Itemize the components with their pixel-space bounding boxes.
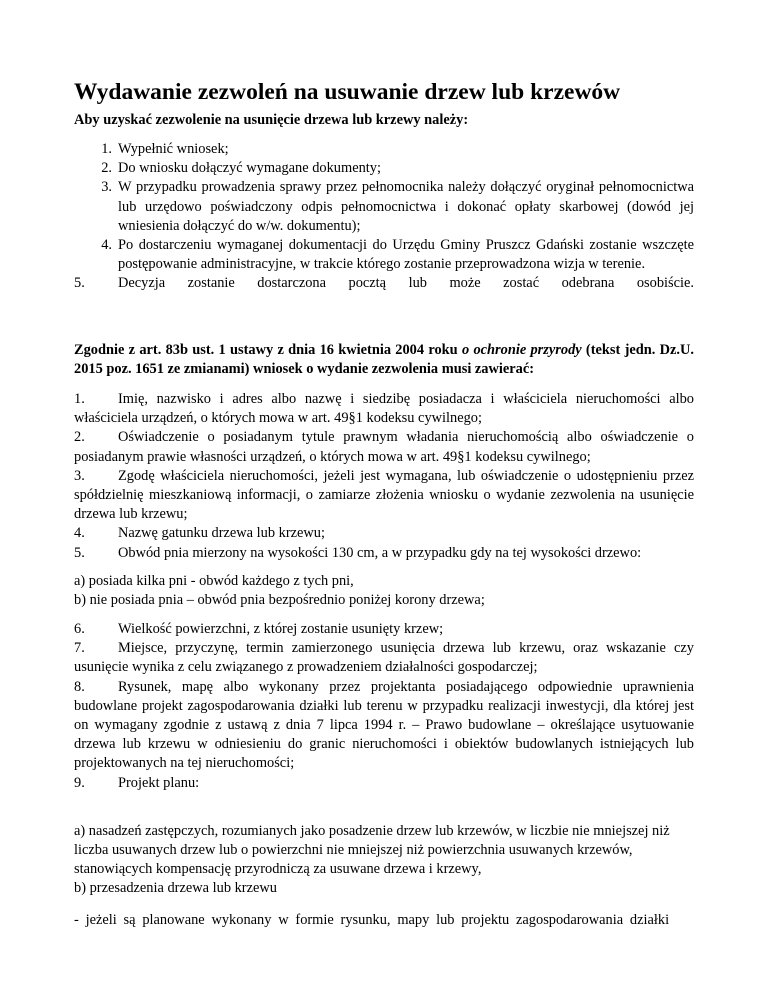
legal-text-pre: Zgodnie z art. 83b ust. 1 ustawy z dnia 16 kwietnia 2004 roku bbox=[74, 342, 462, 358]
step-text: Wypełnić wniosek; bbox=[118, 141, 229, 157]
requirement-item bbox=[74, 620, 694, 639]
requirement-item bbox=[74, 544, 694, 563]
requirement-text: Projekt planu: bbox=[118, 774, 200, 791]
step-item bbox=[74, 159, 694, 178]
trunk-option: b) nie posiada pnia – obwód pnia bezpośrednio poniżej korony drzewa; bbox=[74, 592, 485, 609]
requirement-number: 4. bbox=[74, 525, 85, 542]
requirement-text: Imię, nazwisko i adres albo nazwę i siedzibę posiadacza i właściciela nieruchomości albo właściciela urządzeń, o których mowa w art. 49§1 kodeksu cywilnego; bbox=[74, 391, 694, 427]
requirement-number: 7. bbox=[74, 640, 85, 657]
requirement-text: Zgodę właściciela nieruchomości, jeżeli jest wymagana, lub oświadczenie o udostępnieniu przez spółdzielnię mieszkaniową informacji, o zamiarze złożenia wniosku o wydanie zezwolenia na usunięcie drzewa lub krzewu; bbox=[74, 467, 694, 523]
requirement-number: 1. bbox=[74, 391, 85, 407]
step-item bbox=[74, 274, 694, 293]
requirement-number: 8. bbox=[74, 678, 85, 695]
intro-heading: Aby uzyskać zezwolenie na usunięcie drzewa lub krzewy należy: bbox=[74, 112, 469, 128]
requirement-text: Oświadczenie o posiadanym tytule prawnym władania nieruchomością albo oświadczenie o posiadanym prawie własności urządzeń, o których mowa w art. 49§1 kodeksu cywilnego; bbox=[74, 429, 694, 465]
requirement-text: Rysunek, mapę albo wykonany przez projektanta posiadającego odpowiednie uprawnienia budowlane projekt zagospodarowania działki lub terenu w przypadku realizacji inwestycji, dla której jest on wymagany zgodnie z ustawą z dnia 7 lipca 1994 r. – Prawo budowlane – określające usytuowanie drzewa lub krzewu w odniesieniu do granic nieruchomości i obiektów budowlanych istniejących lub projektowanych na tej nieruchomości; bbox=[74, 678, 694, 772]
step-number: 1. bbox=[101, 141, 112, 157]
requirement-text: Obwód pnia mierzony na wysokości 130 cm, a w przypadku gdy na tej wysokości drzewo: bbox=[118, 544, 642, 561]
requirement-item bbox=[74, 774, 694, 793]
requirement-item bbox=[74, 467, 694, 525]
step-text: W przypadku prowadzenia sprawy przez pełnomocnika należy dołączyć oryginał pełnomocnictwa lub urzędowo poświadczony odpis pełnomocnictwa i dokonać opłaty skarbowej (dowód jej wniesienia dołączyć do w/w. dokumentu); bbox=[118, 179, 694, 234]
step-number: 4. bbox=[101, 237, 112, 254]
step-text: Po dostarczeniu wymaganej dokumentacji do Urzędu Gminy Pruszcz Gdański zostanie wszczęte postępowanie administracyjne, w trakcie którego zostanie przeprowadzona wizja w terenie. bbox=[118, 237, 694, 273]
plan-note: - jeżeli są planowane wykonany w formie rysunku, mapy lub projektu zagospodarowania działki bbox=[74, 912, 670, 928]
legal-text-post: (tekst jedn. Dz.U. 2015 poz. 1651 ze zmianami) wniosek o wydanie zezwolenia musi zawierać: bbox=[74, 342, 695, 378]
requirement-number: 3. bbox=[74, 467, 85, 484]
requirement-number: 6. bbox=[74, 621, 85, 637]
requirement-text: Miejsce, przyczynę, termin zamierzonego usunięcia drzewa lub krzewu, oraz wskazanie czy usunięcie wynika z celu związanego z prowadzeniem działalności gospodarczej; bbox=[74, 640, 694, 676]
trunk-option: a) posiada kilka pni - obwód każdego z tych pni, bbox=[74, 573, 354, 589]
requirement-item bbox=[74, 678, 694, 774]
requirement-number: 2. bbox=[74, 429, 85, 446]
requirement-item bbox=[74, 428, 694, 466]
requirement-item bbox=[74, 639, 694, 677]
steps-list bbox=[74, 140, 694, 294]
step-number: 2. bbox=[101, 160, 112, 177]
step-item bbox=[74, 140, 694, 159]
step-number: 3. bbox=[101, 179, 112, 196]
page-title: Wydawanie zezwoleń na usuwanie drzew lub krzewów bbox=[74, 79, 621, 105]
requirement-number: 5. bbox=[74, 544, 85, 561]
requirements-list-b bbox=[74, 620, 694, 793]
step-number: 5. bbox=[74, 275, 85, 292]
plan-option-a: a) nasadzeń zastępczych, rozumianych jako posadzenie drzew lub krzewów, w liczbie nie mniejszej niż liczba usuwanych drzew lub o powierzchni nie mniejszej niż powierzchnia usuwanych krzewów, stanowiących kompensację przyrodniczą za usuwane drzewa i krzewy, bbox=[74, 823, 670, 878]
requirement-item bbox=[74, 524, 694, 543]
act-name: o ochronie przyrody bbox=[461, 342, 582, 358]
step-text: Do wniosku dołączyć wymagane dokumenty; bbox=[118, 160, 381, 177]
trunk-options bbox=[74, 572, 694, 610]
legal-basis bbox=[74, 341, 694, 380]
step-item bbox=[74, 178, 694, 236]
requirements-list-a bbox=[74, 390, 694, 563]
requirement-number: 9. bbox=[74, 774, 85, 791]
step-text: Decyzja zostanie dostarczona pocztą lub może zostać odebrana osobiście. bbox=[118, 275, 694, 292]
requirement-text: Wielkość powierzchni, z której zostanie usunięty krzew; bbox=[118, 621, 444, 637]
requirement-text: Nazwę gatunku drzewa lub krzewu; bbox=[118, 525, 325, 542]
step-item bbox=[74, 236, 694, 274]
plan-option-b: b) przesadzenia drzewa lub krzewu bbox=[74, 880, 277, 896]
requirement-item bbox=[74, 390, 694, 428]
